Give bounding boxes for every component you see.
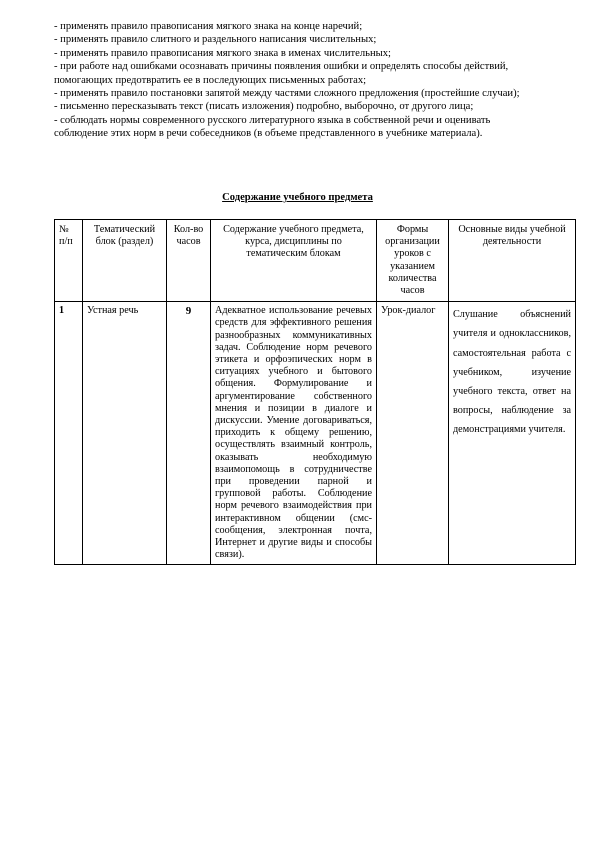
intro-line: - соблюдать нормы современного русского литературного языка в собственной речи и оценивать соблюдение этих норм в речи собеседников (в объеме представленного в учебнике материала). [54, 114, 491, 140]
table-header-row [55, 220, 576, 302]
intro-line: - при работе над ошибками осознавать причины появления ошибки и определять способы действий, помогающих предотвратить ее в последующих письменных работах; [54, 61, 509, 86]
row-block: Устная речь [83, 302, 167, 565]
intro-text [54, 20, 546, 141]
header-hours: Кол-во часов [167, 220, 211, 302]
header-activities: Основные виды учебной деятельности [449, 220, 576, 302]
header-num: № п/п [55, 220, 83, 302]
intro-line: - применять правило постановки запятой между частями сложного предложения (простейшие случаи); [54, 88, 520, 100]
curriculum-table [54, 219, 576, 565]
header-block: Тематический блок (раздел) [83, 220, 167, 302]
row-content: Адекватное использование речевых средств для эффективного решения разнообразных коммуникативных задач. Соблюдение норм речевого этикета и орфоэпических норм в ситуациях учебного и бытового общения. Формулирование и аргументирование собственного мнения и позиции в диалоге и дискуссии. Умение договариваться, приходить к общему решению, осуществлять взаимный контроль, оказывать необходимую взаимопомощь в сотрудничестве при проведении парной и групповой работы. Соблюдение норм речевого взаимодействия при интерактивном общении (смс-сообщения, электронная почта, Интернет и другие виды и способы связи). [211, 302, 377, 565]
header-forms: Формы организации уроков с указанием количества часов [377, 220, 449, 302]
row-activities: Слушание объяснений учителя и одноклассников, самостоятельная работа с учебником, изучение учебного текста, ответ на вопросы, наблюдение за демонстрациями учителя. [449, 302, 576, 565]
header-content: Содержание учебного предмета, курса, дисциплины по тематическим блокам [211, 220, 377, 302]
row-hours: 9 [167, 302, 211, 565]
row-forms: Урок-диалог [377, 302, 449, 565]
intro-line: - применять правило слитного и раздельного написания числительных; [54, 34, 377, 46]
intro-line: - применять правило правописания мягкого знака в именах числительных; [54, 47, 391, 59]
intro-line: - применять правило правописания мягкого знака на конце наречий; [54, 21, 363, 32]
intro-line: - письменно пересказывать текст (писать изложения) подробно, выборочно, от другого лица; [54, 101, 474, 113]
section-title: Содержание учебного предмета [222, 192, 373, 203]
table-row [55, 302, 576, 565]
row-num: 1 [55, 302, 83, 565]
